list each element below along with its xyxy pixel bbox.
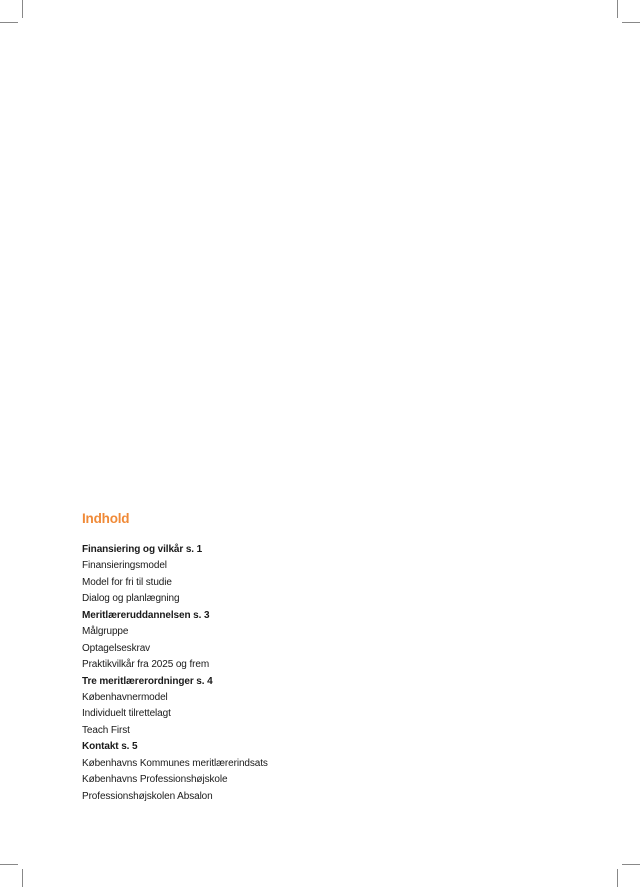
crop-mark-top-left-h (0, 22, 18, 23)
toc-section-heading[interactable]: Kontakt s. 5 (82, 741, 138, 753)
crop-mark-top-right-h (622, 22, 640, 23)
crop-mark-bottom-left (22, 869, 23, 887)
crop-mark-bottom-left-h (0, 864, 18, 865)
toc-item[interactable]: Københavns Professionshøjskole (82, 774, 228, 786)
toc-item[interactable]: Målgruppe (82, 626, 129, 638)
crop-mark-top-right (617, 0, 618, 18)
toc-item[interactable]: Model for fri til studie (82, 576, 172, 588)
toc-item[interactable]: Individuelt tilrettelagt (82, 708, 171, 720)
crop-mark-top-left (22, 0, 23, 18)
toc-item[interactable]: Dialog og planlægning (82, 593, 180, 605)
crop-mark-bottom-right (617, 869, 618, 887)
crop-mark-bottom-right-h (622, 864, 640, 865)
toc-section-heading[interactable]: Tre meritlærerordninger s. 4 (82, 675, 213, 687)
toc-title: Indhold (82, 511, 130, 526)
toc-item[interactable]: Københavns Kommunes meritlærerindsats (82, 757, 268, 769)
toc-list (82, 542, 582, 805)
toc-item[interactable]: Optagelseskrav (82, 642, 151, 654)
toc-section-heading[interactable]: Meritlæreruddannelsen s. 3 (82, 609, 210, 621)
toc-item[interactable]: Professionshøjskolen Absalon (82, 790, 213, 802)
toc-item[interactable]: Københavnermodel (82, 691, 168, 703)
toc-item[interactable]: Finansieringsmodel (82, 560, 167, 572)
toc-section-heading[interactable]: Finansiering og vilkår s. 1 (82, 544, 203, 555)
toc-item[interactable]: Praktikvilkår fra 2025 og frem (82, 659, 210, 671)
toc-item[interactable]: Teach First (82, 724, 130, 736)
table-of-contents (82, 511, 582, 805)
